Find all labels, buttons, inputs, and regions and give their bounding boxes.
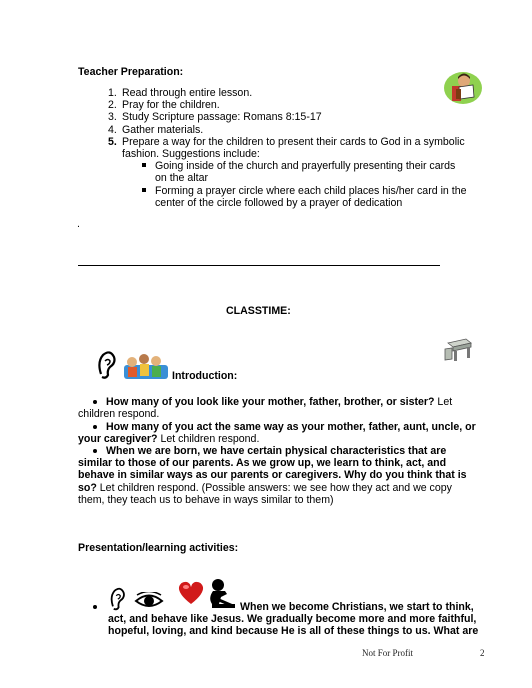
presentation-line-3: hopeful, loving, and kind because He is all of these things to us. What are [108,625,479,637]
classtime-heading: CLASSTIME: [226,305,291,317]
bullet [93,425,97,429]
suggestion-item: Forming a prayer circle where each child places his/her card in the center of the circle followed by a prayer of dedication [122,185,468,209]
prep-step: 1. Read through entire lesson. [108,87,253,99]
prep-step: 4. Gather materials. [108,123,204,136]
prep-steps-list [108,87,468,209]
ear-icon [95,350,117,380]
prep-step: 2. Pray for the children. [108,99,220,112]
eye-icon [134,592,164,610]
presentation-line-1: When we become Christians, we start to think, [240,601,474,613]
prep-step: 3. Study Scripture passage: Romans 8:15-17 [108,111,322,124]
prep-step: 5. Prepare a way for the children to present their cards to God in a symbolic fashion. Suggestions include: Going inside of the church and prayerfully presenting their cards on the altar Forming a prayer circle where each child places his/her card in the center of the circle followed by a prayer of dedication [108,135,467,209]
suggestion-item: Going inside of the church and prayerfully presenting their cards on the altar [122,160,468,184]
bullet [93,605,97,609]
suggestions-list [122,160,468,209]
section-divider [78,265,440,266]
desk-icon [444,335,474,363]
footer-text: Not For Profit [362,648,414,658]
presentation-heading: Presentation/learning activities: [78,542,239,554]
page-number: 2 [480,648,485,658]
ear-icon [108,586,126,612]
bullet [93,449,97,453]
intro-question-2: How many of you act the same way as your mother, father, aunt, uncle, or your caregiver? Let children respond. [78,421,476,446]
teacher-prep-heading: Teacher Preparation: [78,66,184,78]
children-group-icon [124,351,168,381]
intro-question-3: When we are born, we have certain physical characteristics that are similar to those of our parents. As we grow up, we learn to think, act, and behave in similar ways as our parents or caregivers. Why do you think that is so? Let children respond. (Possible answers: we see how they act and we copy them, they teach us to behave in ways similar to them) [78,445,467,506]
introduction-label: Introduction: [172,370,238,382]
presentation-line-2: act, and behave like Jesus. We gradually become more and more faithful, [108,613,477,625]
intro-question-1: How many of you look like your mother, father, brother, or sister? Let children respond. [78,396,453,421]
bullet [93,400,97,404]
heart-icon [177,580,205,606]
stray-mark: . [77,218,80,230]
praying-person-icon [207,578,237,612]
